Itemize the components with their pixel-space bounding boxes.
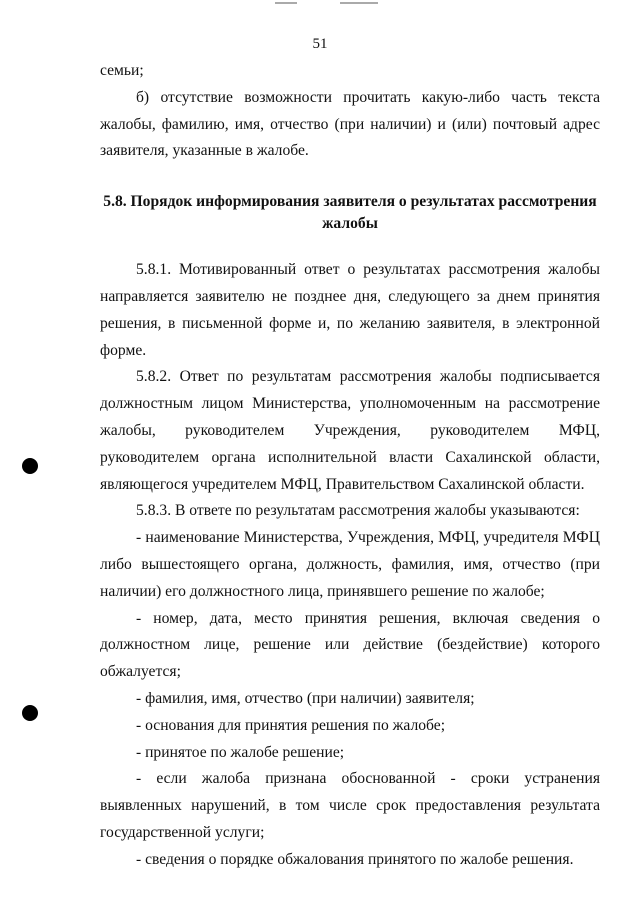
scan-artifact: [275, 2, 297, 4]
binder-hole: [22, 705, 38, 721]
list-item: - наименование Министерства, Учреждения, МФЦ, учредителя МФЦ либо вышестоящего органа, должность, фамилия, имя, отчество (при наличии) его должностного лица, принявшего решение по жалобе;: [100, 529, 600, 600]
list-item: - сведения о порядке обжалования принятого по жалобе решения.: [136, 850, 574, 868]
binder-hole: [22, 458, 38, 474]
list-item: - фамилия, имя, отчество (при наличии) заявителя;: [136, 689, 475, 707]
paragraph-5-8-3: 5.8.3. В ответе по результатам рассмотрения жалобы указываются:: [136, 502, 580, 520]
paragraph-5-8-2: 5.8.2. Ответ по результатам рассмотрения жалобы подписывается должностным лицом Министерства, уполномоченным на рассмотрение жалобы, руководителем Учреждения, руководителем МФЦ, руководителем органа исполнительной власти Сахалинской области, являющегося учредителем МФЦ, Правительством Сахалинской области.: [100, 368, 600, 493]
paragraph-5-8-1: 5.8.1. Мотивированный ответ о результатах рассмотрения жалобы направляется заявителю не позднее дня, следующего за днем принятия решения, в письменной форме и, по желанию заявителя, в электронной форме.: [100, 261, 600, 359]
paragraph-continuation: семьи;: [100, 62, 144, 79]
page-number: 51: [312, 36, 328, 52]
paragraph-b: б) отсутствие возможности прочитать какую-либо часть текста жалобы, фамилию, имя, отчество (при наличии) и (или) почтовый адрес заявителя, указанные в жалобе.: [100, 88, 600, 160]
list-item: - основания для принятия решения по жалобе;: [136, 716, 446, 734]
scan-artifact: [340, 2, 378, 4]
section-heading: 5.8. Порядок информирования заявителя о результатах рассмотрения жалобы: [103, 193, 597, 233]
document-body: [100, 58, 600, 874]
list-item: - номер, дата, место принятия решения, включая сведения о должностном лице, решение или действие (бездействие) которого обжалуется;: [100, 609, 600, 681]
list-item: - если жалоба признана обоснованной - сроки устранения выявленных нарушений, в том числе срок предоставления результата государственной услуги;: [100, 770, 600, 841]
list-item: - принятое по жалобе решение;: [136, 743, 345, 761]
